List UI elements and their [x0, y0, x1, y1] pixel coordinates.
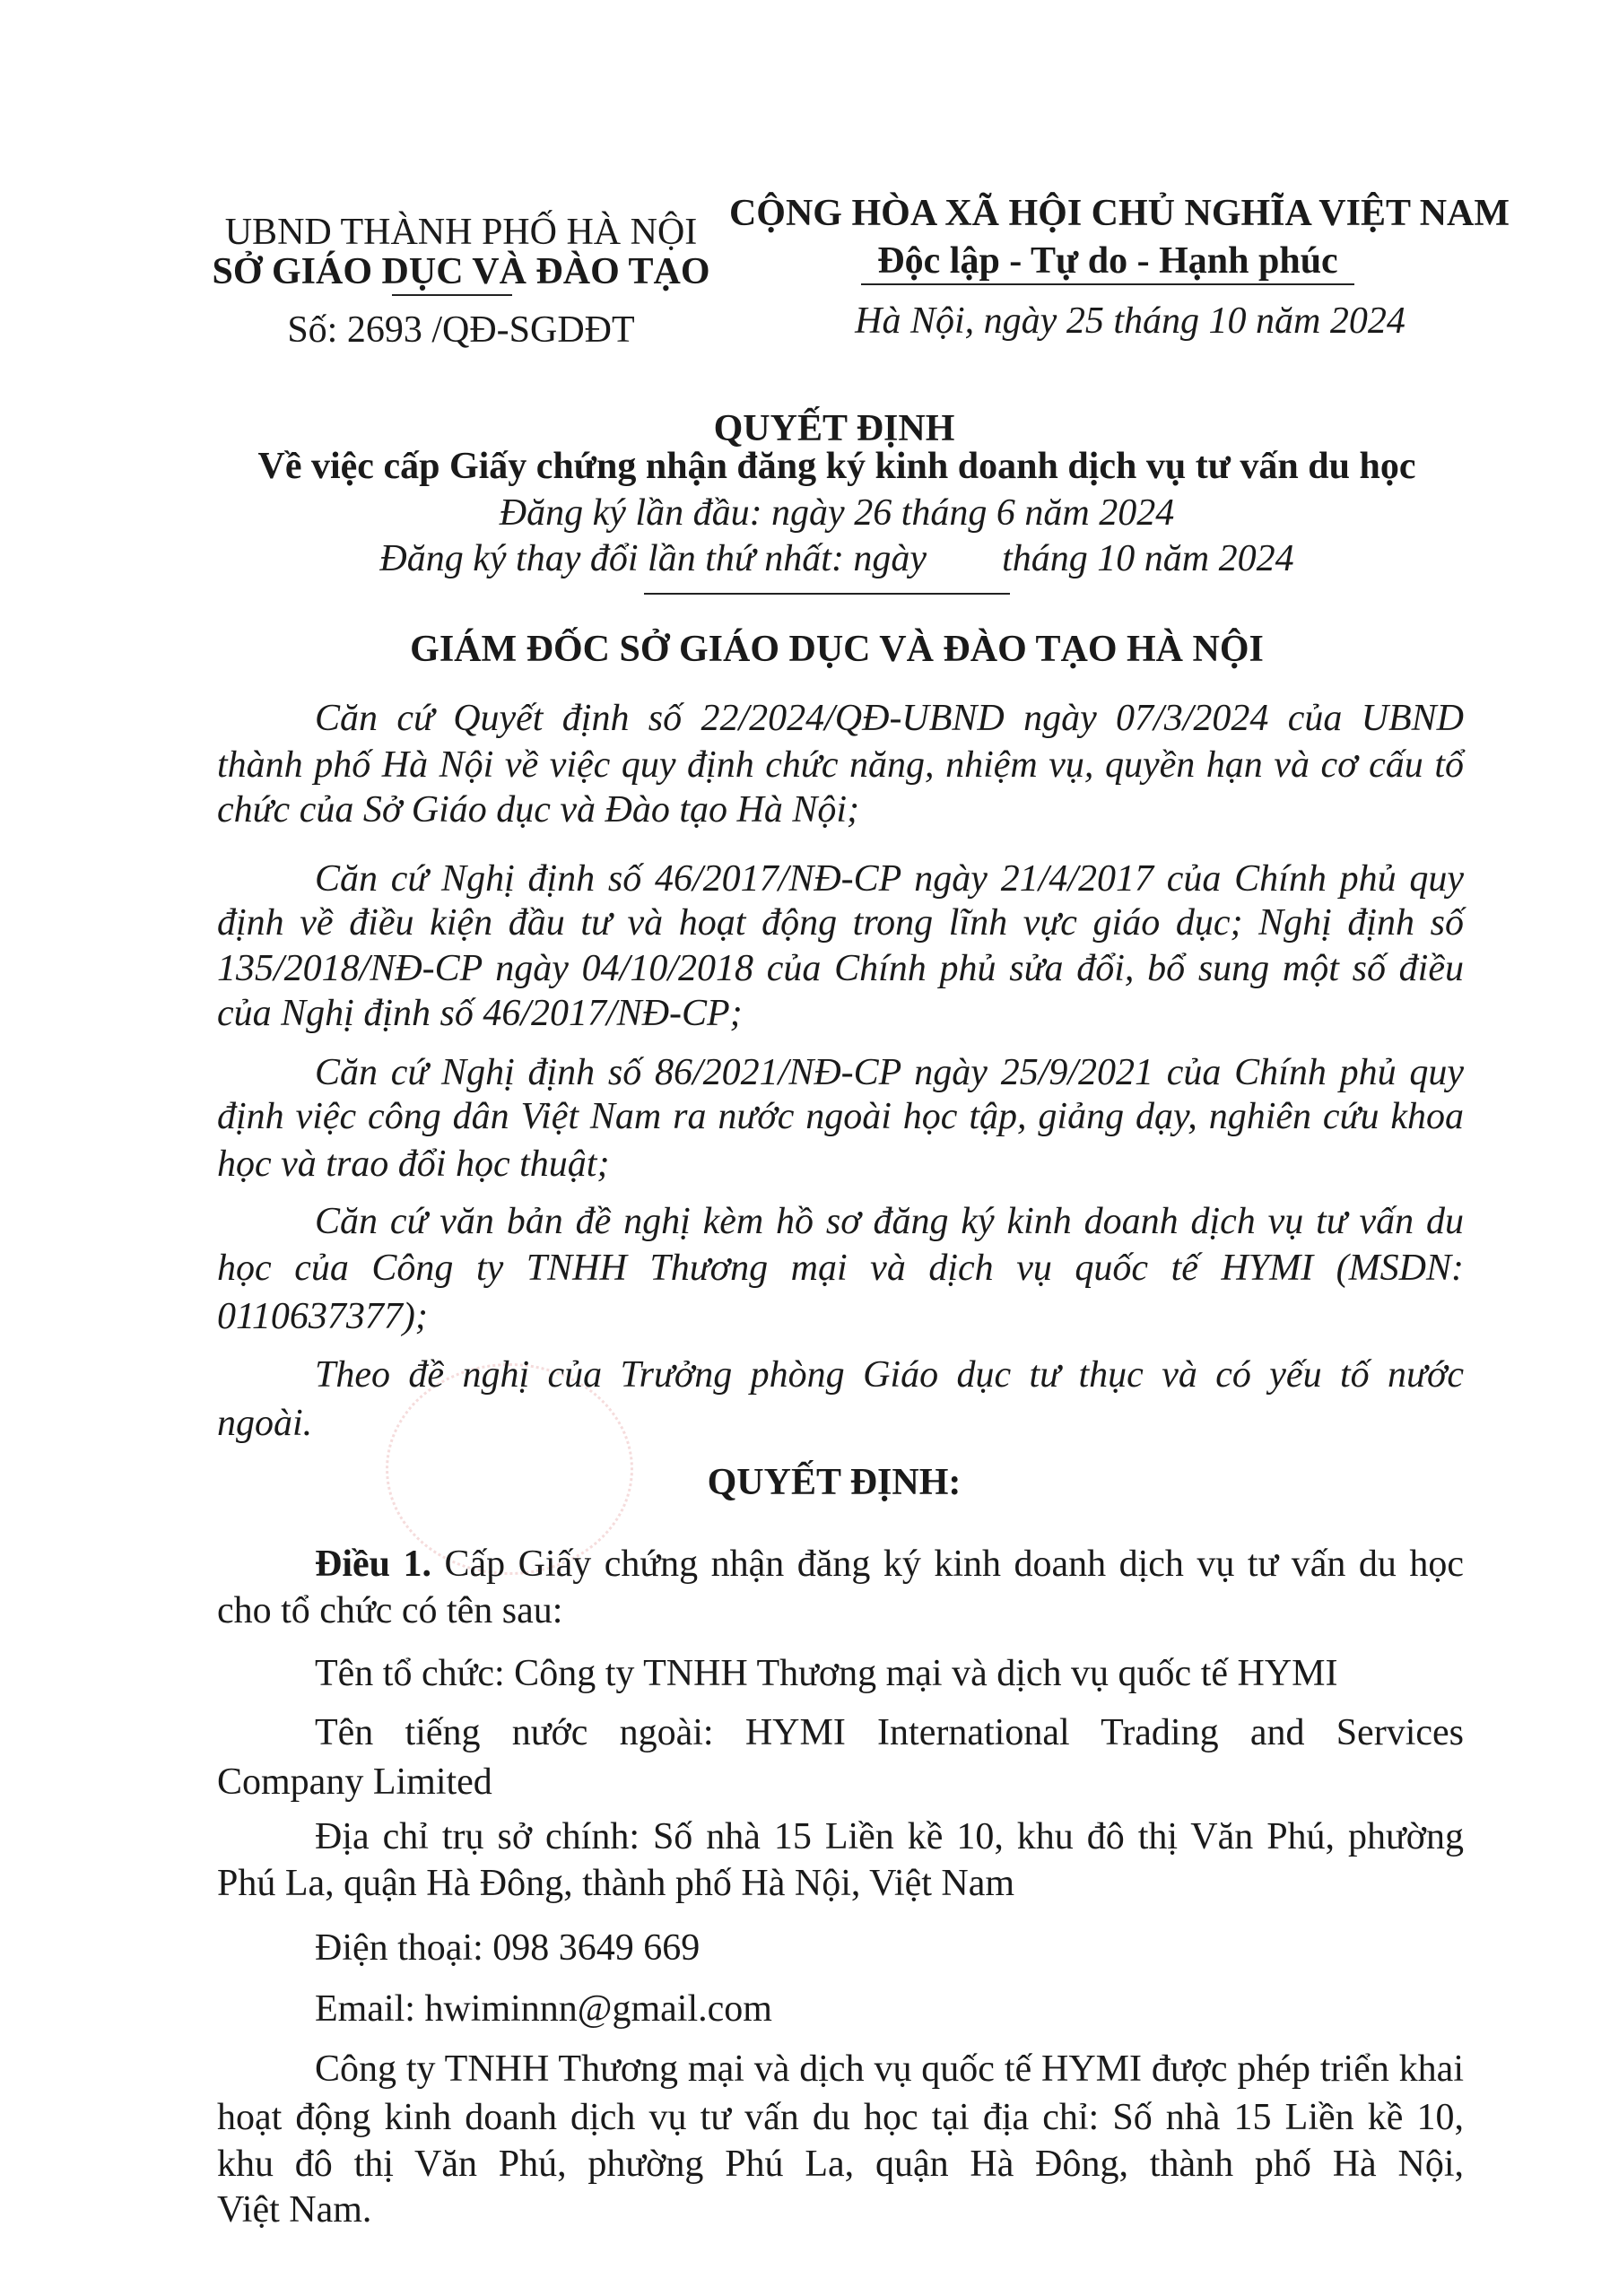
- basis-line: chức của Sở Giáo dục và Đào tạo Hà Nội;: [217, 789, 860, 831]
- basis-line: thành phố Hà Nội về việc quy định chức năng, nhiệm vụ, quyền hạn và cơ cấu tổ: [217, 744, 1464, 786]
- basis-line: 0110637377);: [217, 1296, 428, 1337]
- basis-line: học và trao đổi học thuật;: [217, 1144, 610, 1185]
- basis-line: của Nghị định số 46/2017/NĐ-CP;: [217, 993, 743, 1034]
- basis-line: Căn cứ Quyết định số 22/2024/QĐ-UBND ngày 07/3/2024 của UBND: [315, 698, 1464, 739]
- phone: Điện thoại: 098 3649 669: [315, 1927, 701, 1969]
- org-name: Tên tổ chức: Công ty TNHH Thương mại và dịch vụ quốc tế HYMI: [315, 1653, 1338, 1694]
- basis-line: Căn cứ Nghị định số 86/2021/NĐ-CP ngày 25/9/2021 của Chính phủ quy: [315, 1052, 1464, 1093]
- email: Email: hwiminnn@gmail.com: [315, 1988, 772, 2030]
- article-1-intro: [315, 1542, 1464, 1587]
- permission-line: khu đô thị Văn Phú, phường Phú La, quận Hà Đông, thành phố Hà Nội,: [217, 2144, 1464, 2185]
- basis-line: Theo đề nghị của Trưởng phòng Giáo dục tư thục và có yếu tố nước: [315, 1354, 1464, 1396]
- document-date: Hà Nội, ngày 25 tháng 10 năm 2024: [855, 300, 1405, 342]
- permission-line: Việt Nam.: [217, 2189, 372, 2231]
- agency-name: SỞ GIÁO DỤC VÀ ĐÀO TẠO: [212, 251, 710, 292]
- basis-line: 135/2018/NĐ-CP ngày 04/10/2018 của Chính phủ sửa đổi, bổ sung một số điều: [217, 948, 1464, 989]
- basis-line: học của Công ty TNHH Thương mại và dịch vụ quốc tế HYMI (MSDN:: [217, 1248, 1464, 1289]
- permission-line: Công ty TNHH Thương mại và dịch vụ quốc tế HYMI được phép triển khai: [315, 2048, 1464, 2090]
- basis-line: Căn cứ Nghị định số 46/2017/NĐ-CP ngày 21/4/2017 của Chính phủ quy: [315, 858, 1464, 900]
- article-label: Điều 1.: [315, 1544, 431, 1585]
- agency-parent: UBND THÀNH PHỐ HÀ NỘI: [224, 212, 698, 253]
- basis-line: định về điều kiện đầu tư và hoạt động trong lĩnh vực giáo dục; Nghị định số: [217, 902, 1464, 944]
- foreign-name-cont: Company Limited: [217, 1761, 492, 1803]
- divider: [644, 593, 1010, 595]
- divider: [392, 294, 512, 296]
- first-registration: Đăng ký lần đầu: ngày 26 tháng 6 năm 2024: [499, 492, 1175, 534]
- national-motto: Độc lập - Tự do - Hạnh phúc: [877, 240, 1338, 282]
- document-type: QUYẾT ĐỊNH: [713, 408, 955, 449]
- document-number: Số: 2693 /QĐ-SGDĐT: [287, 309, 635, 351]
- foreign-name: Tên tiếng nước ngoài: HYMI International Trading and Services: [315, 1712, 1464, 1753]
- address-cont: Phú La, quận Hà Đông, thành phố Hà Nội, Việt Nam: [217, 1863, 1015, 1904]
- issuing-authority: GIÁM ĐỐC SỞ GIÁO DỤC VÀ ĐÀO TẠO HÀ NỘI: [410, 629, 1264, 670]
- basis-line: Căn cứ văn bản đề nghị kèm hồ sơ đăng ký kinh doanh dịch vụ tư vấn du: [315, 1201, 1464, 1242]
- decision-heading: QUYẾT ĐỊNH:: [707, 1462, 962, 1503]
- divider: [861, 283, 1354, 285]
- article-line: cho tổ chức có tên sau:: [217, 1590, 563, 1631]
- national-title: CỘNG HÒA XÃ HỘI CHỦ NGHĨA VIỆT NAM: [728, 193, 1510, 234]
- basis-line: ngoài.: [217, 1403, 313, 1444]
- article-text: Cấp Giấy chứng nhận đăng ký kinh doanh dịch vụ tư vấn du học: [431, 1544, 1465, 1585]
- permission-line: hoạt động kinh doanh dịch vụ tư vấn du học tại địa chỉ: Số nhà 15 Liền kề 10,: [217, 2097, 1464, 2138]
- address: Địa chỉ trụ sở chính: Số nhà 15 Liền kề 10, khu đô thị Văn Phú, phường: [315, 1816, 1464, 1857]
- document-subject: Về việc cấp Giấy chứng nhận đăng ký kinh doanh dịch vụ tư vấn du học: [257, 446, 1416, 487]
- basis-line: định việc công dân Việt Nam ra nước ngoài học tập, giảng dạy, nghiên cứu khoa: [217, 1096, 1464, 1137]
- change-registration: Đăng ký thay đổi lần thứ nhất: ngày tháng 10 năm 2024: [379, 538, 1294, 579]
